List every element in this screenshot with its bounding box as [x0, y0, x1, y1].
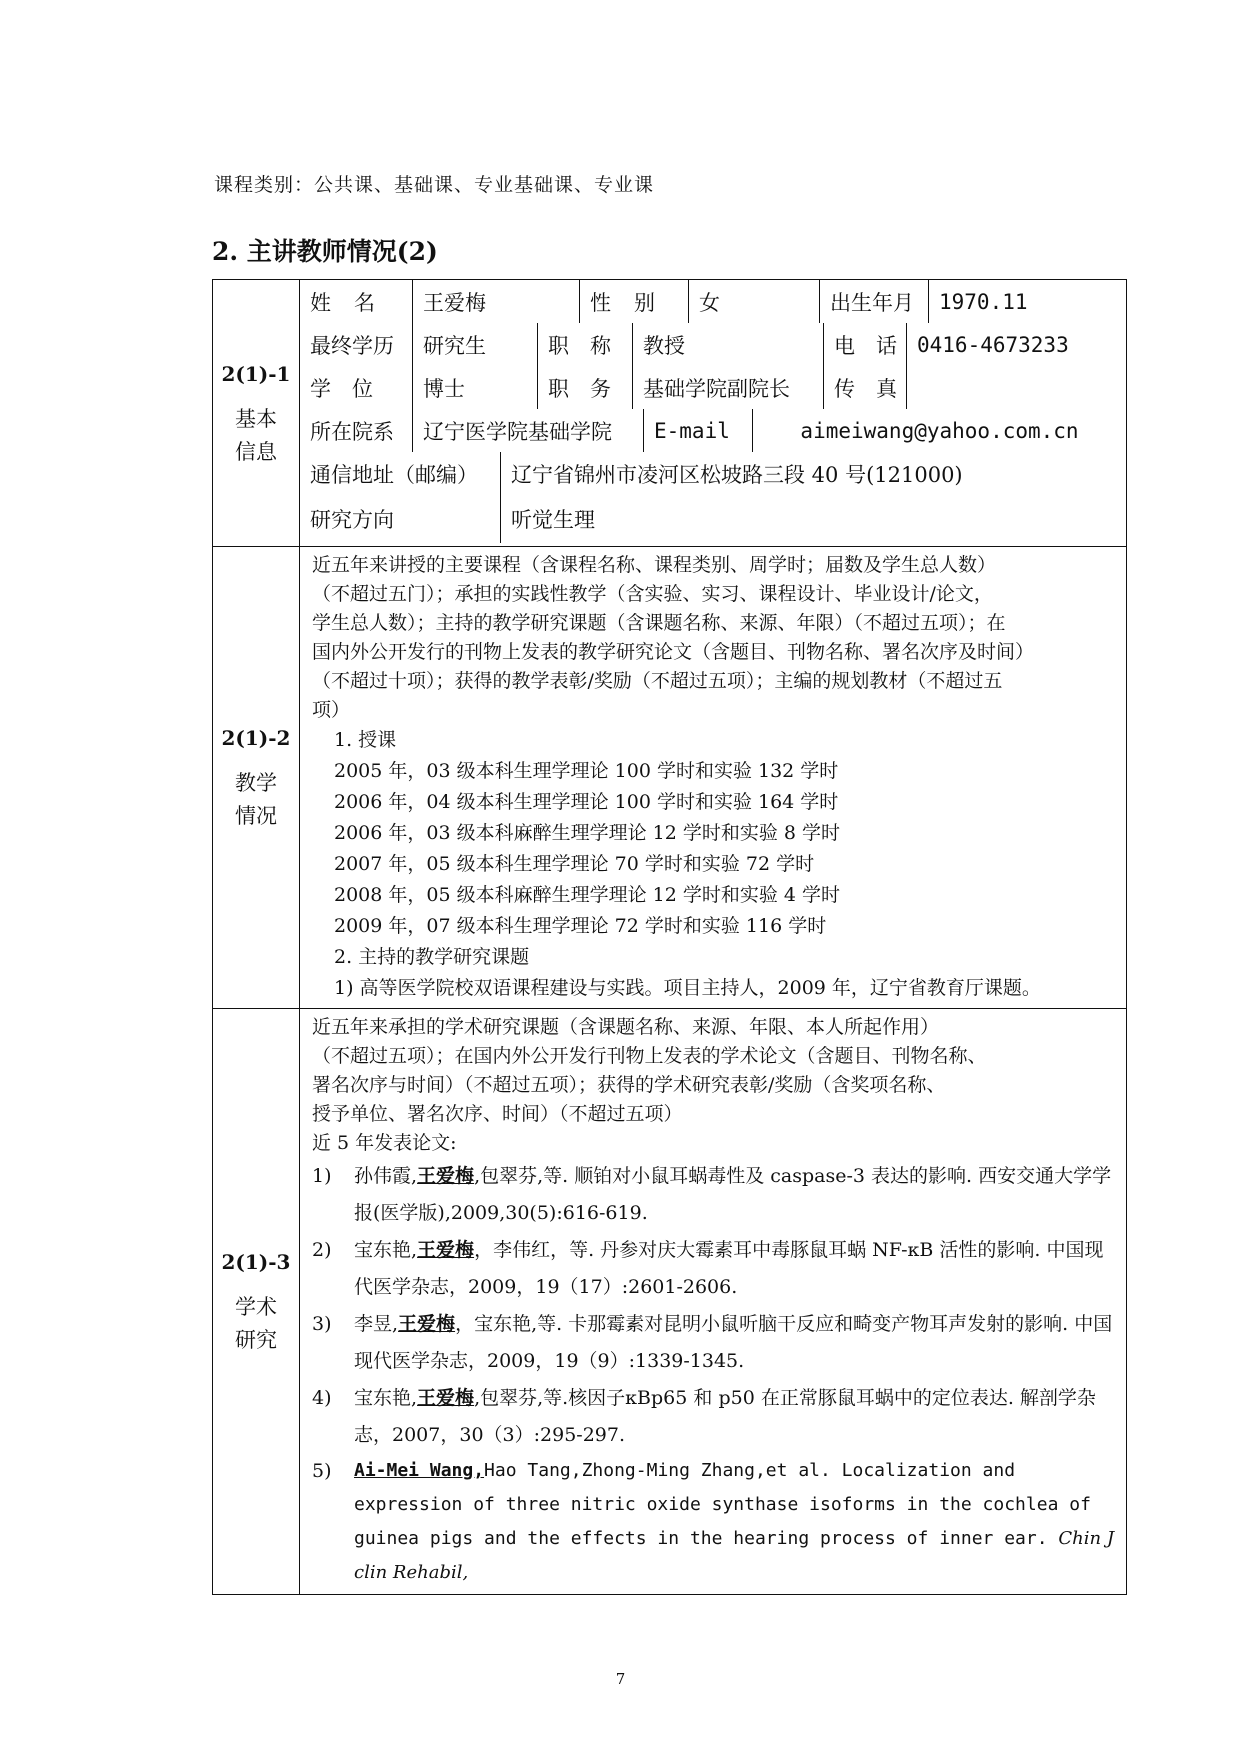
teaching-row — [213, 547, 1127, 1009]
department-label: 所在院系 — [300, 409, 413, 452]
publication-number: 5) — [312, 1460, 332, 1482]
research-instruction: 授予单位、署名次序、时间）（不超过五项） — [312, 1103, 683, 1125]
education-value: 研究生 — [413, 323, 538, 366]
publication-item — [312, 1454, 1116, 1590]
publication-item — [312, 1380, 1116, 1454]
publication-text: ，李伟红，等. 丹参对庆大霉素耳中毒豚鼠耳蜗 NF-κB 活性的影响. 中国现代医学杂志，2009，19（17）:2601-2606. — [354, 1239, 1104, 1298]
section-label-line: 情况 — [235, 804, 277, 828]
research-label — [213, 1009, 300, 1595]
teaching-instruction: 近五年来讲授的主要课程（含课程名称、课程类别、周学时；届数及学生总人数） — [312, 554, 997, 576]
teaching-label — [213, 547, 300, 1009]
publication-author-highlight: 王爱梅 — [417, 1239, 475, 1261]
teaching-line: 2009 年，07 级本科生理学理论 72 学时和实验 116 学时 — [334, 915, 827, 937]
position-value: 基础学院副院长 — [633, 366, 824, 409]
position-label: 职 务 — [538, 366, 633, 409]
teaching-line: 2005 年，03 级本科生理学理论 100 学时和实验 132 学时 — [334, 760, 839, 782]
title-label: 职 称 — [538, 323, 633, 366]
fax-value — [907, 366, 1127, 409]
research-direction-label: 研究方向 — [300, 495, 501, 543]
basic-info-row — [213, 280, 1127, 547]
section-code: 2(1)-2 — [221, 726, 291, 750]
gender-value: 女 — [689, 280, 820, 323]
publication-item — [312, 1158, 1116, 1232]
publication-author-highlight: 王爱梅 — [417, 1387, 475, 1409]
name-value: 王爱梅 — [413, 280, 580, 323]
section-code: 2(1)-1 — [221, 361, 291, 386]
publication-pre: 宝东艳, — [354, 1387, 418, 1409]
birth-value: 1970.11 — [929, 280, 1127, 323]
teaching-content — [300, 547, 1127, 1009]
teaching-line: 1) 高等医学院校双语课程建设与实践。项目主持人，2009 年，辽宁省教育厅课题。 — [334, 977, 1041, 999]
publication-pre: 李昱, — [354, 1313, 399, 1335]
publication-author-highlight: 王爱梅 — [398, 1313, 456, 1335]
teaching-line: 2006 年，04 级本科生理学理论 100 学时和实验 164 学时 — [334, 791, 839, 813]
teaching-instruction: （不超过十项）；获得的教学表彰/奖励（不超过五项）；主编的规划教材（不超过五 — [312, 670, 1003, 692]
section-label-line: 教学 — [235, 771, 277, 795]
publication-pre: 宝东艳, — [354, 1239, 418, 1261]
research-direction-value: 听觉生理 — [501, 495, 1127, 543]
basic-info-grid — [300, 280, 1126, 323]
department-value: 辽宁医学院基础学院 — [413, 409, 644, 452]
address-value: 辽宁省锦州市凌河区松坡路三段 40 号(121000) — [501, 452, 1127, 495]
fax-label: 传 真 — [824, 366, 907, 409]
research-row — [213, 1009, 1127, 1595]
section-label-line: 研究 — [235, 1328, 277, 1352]
publication-number: 3) — [312, 1313, 332, 1335]
email-value: aimeiwang@yahoo.com.cn — [753, 409, 1127, 452]
name-label: 姓 名 — [300, 280, 413, 323]
section-heading: 2. 主讲教师情况(2) — [212, 237, 438, 266]
email-label: E-mail — [644, 409, 753, 452]
research-content — [300, 1009, 1127, 1595]
gender-label: 性 别 — [580, 280, 689, 323]
teacher-info-table — [212, 279, 1127, 1595]
page-number: 7 — [615, 1670, 626, 1688]
degree-value: 博士 — [413, 366, 538, 409]
research-instruction: 近五年来承担的学术研究课题（含课题名称、来源、年限、本人所起作用） — [312, 1016, 940, 1038]
teaching-instruction: 国内外公开发行的刊物上发表的教学研究论文（含题目、刊物名称、署名次序及时间） — [312, 641, 1035, 663]
basic-info-label — [213, 280, 300, 547]
publication-journal: Chin J clin Rehabil, — [354, 1528, 1115, 1583]
publication-text: ,包翠芬,等. 顺铂对小鼠耳蜗毒性及 caspase-3 表达的影响. 西安交通大学学报(医学版),2009,30(5):616-619. — [354, 1165, 1112, 1224]
publication-author-highlight: 王爱梅 — [417, 1165, 475, 1187]
publication-number: 1) — [312, 1165, 332, 1187]
teaching-line: 2006 年，03 级本科麻醉生理学理论 12 学时和实验 8 学时 — [334, 822, 841, 844]
course-category-line: 课程类别：公共课、基础课、专业基础课、专业课 — [214, 174, 655, 196]
publication-text: Hao Tang,Zhong-Ming Zhang,et al. Localization and expression of three nitric oxide synthase isoforms in the cochlea of guinea pigs and the effects in the hearing process of inner ear. — [354, 1460, 1091, 1549]
research-instruction: （不超过五项）；在国内外公开发行刊物上发表的学术论文（含题目、刊物名称、 — [312, 1045, 987, 1067]
publication-pre: 孙伟霞, — [354, 1165, 418, 1187]
education-label: 最终学历 — [300, 323, 413, 366]
address-label: 通信地址（邮编） — [300, 452, 501, 495]
phone-value: 0416-4673233 — [907, 323, 1127, 366]
publication-text: ,包翠芬,等.核因子κBp65 和 p50 在正常豚鼠耳蜗中的定位表达. 解剖学杂志，2007，30（3）:295-297. — [354, 1387, 1096, 1446]
basic-info-content — [300, 280, 1127, 547]
degree-label: 学 位 — [300, 366, 413, 409]
section-label-line: 信息 — [235, 439, 277, 464]
teaching-instruction: 学生总人数）；主持的教学研究课题（含课题名称、来源、年限）（不超过五项）；在 — [312, 612, 1006, 634]
teaching-instruction: 项） — [312, 699, 351, 721]
research-instruction: 署名次序与时间）（不超过五项）；获得的学术研究表彰/奖励（含奖项名称、 — [312, 1074, 946, 1096]
publications-heading: 近 5 年发表论文: — [312, 1132, 457, 1154]
teaching-line: 2007 年，05 级本科生理学理论 70 学时和实验 72 学时 — [334, 853, 815, 875]
birth-label: 出生年月 — [820, 280, 929, 323]
teaching-line: 2. 主持的教学研究课题 — [334, 946, 530, 968]
publication-author-highlight: Ai-Mei Wang, — [354, 1460, 485, 1481]
teaching-line: 1. 授课 — [334, 729, 397, 751]
section-label-line: 学术 — [235, 1295, 277, 1319]
publication-text: ，宝东艳,等. 卡那霉素对昆明小鼠听脑干反应和畸变产物耳声发射的影响. 中国现代医学杂志，2009，19（9）:1339-1345. — [354, 1313, 1113, 1372]
publication-number: 2) — [312, 1239, 332, 1261]
teaching-instruction: （不超过五门）；承担的实践性教学（含实验、实习、课程设计、毕业设计/论文， — [312, 583, 993, 605]
title-value: 教授 — [633, 323, 824, 366]
publication-item — [312, 1232, 1116, 1306]
teaching-line: 2008 年，05 级本科麻醉生理学理论 12 学时和实验 4 学时 — [334, 884, 841, 906]
phone-label: 电 话 — [824, 323, 907, 366]
publication-number: 4) — [312, 1387, 332, 1409]
section-code: 2(1)-3 — [221, 1250, 291, 1274]
publication-item — [312, 1306, 1116, 1380]
section-label-line: 基本 — [235, 406, 277, 431]
